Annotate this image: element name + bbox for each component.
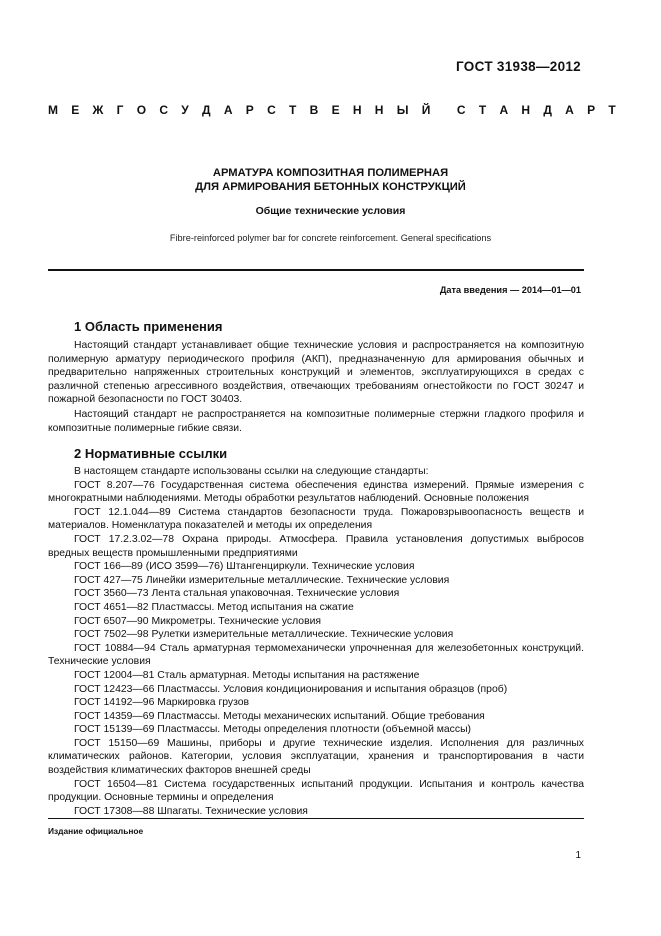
reference-item-text: ГОСТ 17308—88 Шпагаты. Технические условия [74,805,308,817]
banner-letter: Й [421,103,431,117]
reference-item-text: ГОСТ 427—75 Линейки измерительные металлические. Технические условия [74,574,450,586]
english-title: Fibre-reinforced polymer bar for concrete reinforcement. General specifications [169,233,492,243]
reference-item [48,601,584,615]
reference-item [48,465,584,479]
banner-letter: Е [71,103,80,117]
reference-item-text: ГОСТ 7502—98 Рулетки измерительные металлические. Технические условия [74,629,454,641]
banner-letter: Ы [396,103,409,117]
interstate-standard-banner [48,103,616,117]
reference-item [48,479,584,506]
banner-letter: С [456,103,466,117]
reference-item-text: ГОСТ 17.2.3.02—78 Охрана природы. Атмосфера. Правила установления допустимых выбросов вредных веществ промышленными предприятиями [48,533,584,559]
document-subtitle: Общие технические условия [255,205,406,217]
banner-letter: М [48,103,58,117]
reference-item [48,642,584,669]
section-1-paragraph-1-text: Настоящий стандарт устанавливает общие технические условия и распространяется на композитную полимерную арматуру периодического профиля (АКП), предназначенную для армирования обычных и предварительно напряженных строительных конструкций и элементов, эксплуатирующихся в средах с различной степенью агрессивного воздействия, отвечающих требованиям огнестойкости по ГОСТ 30247 и пожарной безопасности по ГОСТ 30403. [48,340,584,406]
reference-item-text: ГОСТ 15139—69 Пластмассы. Методы определения плотности (объемной массы) [74,724,471,736]
section-1-paragraph-2 [48,408,584,435]
banner-letter: Ж [92,103,104,117]
reference-item-text: ГОСТ 15150—69 Машины, приборы и другие технические изделия. Исполнения для различных климатических районов. Категории, условия эксплуатации, хранения и транспортирования в части воздействия климатических факторов внешней среды [48,737,584,777]
reference-item [48,560,584,574]
reference-item [48,533,584,560]
introduction-date: Дата введения — 2014—01—01 [439,285,581,295]
reference-item [48,723,584,737]
reference-item-text: ГОСТ 14192—96 Маркировка грузов [74,697,250,709]
reference-item-text: ГОСТ 166—89 (ИСО 3599—76) Штангенциркули. Технические условия [74,561,415,573]
reference-item-text: ГОСТ 12423—66 Пластмассы. Условия кондиционирования и испытания образцов (проб) [74,683,508,695]
banner-letter: А [499,103,509,117]
banner-letter: Н [352,103,362,117]
banner-letter: Н [521,103,531,117]
section-1-paragraph-2-text: Настоящий стандарт не распространяется на композитные полимерные стержни гладкого профиля и композитные полимерные гибкие связи. [48,409,584,434]
footer-divider [48,818,584,819]
banner-letter: Р [587,103,596,117]
banner-letter: А [223,103,233,117]
banner-letter: Н [374,103,384,117]
reference-item-text: ГОСТ 14359—69 Пластмассы. Методы механических испытаний. Общие требования [74,710,485,722]
reference-item [48,710,584,724]
reference-item-text: ГОСТ 10884—94 Сталь арматурная термомеханически упрочненная для железобетонных конструкций. Технические условия [48,642,584,668]
banner-letter: Т [608,103,616,117]
banner-letter: Е [331,103,340,117]
reference-item [48,506,584,533]
banner-letter: О [136,103,147,117]
document-code: ГОСТ 31938—2012 [456,59,581,74]
banner-letter: В [309,103,319,117]
reference-item-text: ГОСТ 12.1.044—89 Система стандартов безопасности труда. Пожаровзрывоопасность веществ и материалов. Номенклатура показателей и методы их определения [48,506,584,532]
reference-item [48,696,584,710]
reference-item [48,737,584,778]
reference-item [48,805,584,819]
page-number: 1 [575,850,581,861]
document-title-line-1: АРМАТУРА КОМПОЗИТНАЯ ПОЛИМЕРНАЯ [212,167,449,179]
reference-item-text: ГОСТ 12004—81 Сталь арматурная. Методы испытания на растяжение [74,669,420,681]
reference-item-text: ГОСТ 3560—73 Лента стальная упаковочная. Технические условия [74,588,400,600]
document-title-line-2: ДЛЯ АРМИРОВАНИЯ БЕТОННЫХ КОНСТРУКЦИЙ [195,181,466,193]
section-1-heading: 1 Область применения [74,319,223,334]
section-1-paragraph-1 [48,339,584,407]
section-2-heading: 2 Нормативные ссылки [74,446,228,461]
banner-letter: С [159,103,169,117]
banner-letter: Д [543,103,552,117]
banner-letter: С [267,103,276,117]
reference-item-text: ГОСТ 6507—90 Микрометры. Технические условия [74,615,322,627]
reference-item-text: ГОСТ 8.207—76 Государственная система обеспечения единства измерений. Прямые измерения с многократными наблюдениями. Методы обработки результатов наблюдений. Основные положения [48,479,584,505]
reference-item [48,574,584,588]
reference-item [48,587,584,601]
normative-references-list [48,465,584,818]
banner-letter: Д [202,103,211,117]
reference-item-text: ГОСТ 4651—82 Пластмассы. Метод испытания на сжатие [74,601,354,613]
banner-letter: Р [245,103,254,117]
banner-letter: У [181,103,189,117]
reference-item [48,778,584,805]
reference-item [48,683,584,697]
banner-letter: Т [289,103,297,117]
reference-item-text: ГОСТ 16504—81 Система государственных испытаний продукции. Испытания и контроль качества продукции. Основные термины и определения [48,778,584,804]
reference-item [48,669,584,683]
banner-letter: А [565,103,574,117]
banner-letter: Т [478,103,487,117]
official-edition-note: Издание официальное [48,826,144,836]
reference-item [48,615,584,629]
header-divider [48,269,584,271]
reference-item [48,628,584,642]
reference-item-text: В настоящем стандарте использованы ссылки на следующие стандарты: [74,466,429,477]
banner-letter: Г [116,103,124,117]
